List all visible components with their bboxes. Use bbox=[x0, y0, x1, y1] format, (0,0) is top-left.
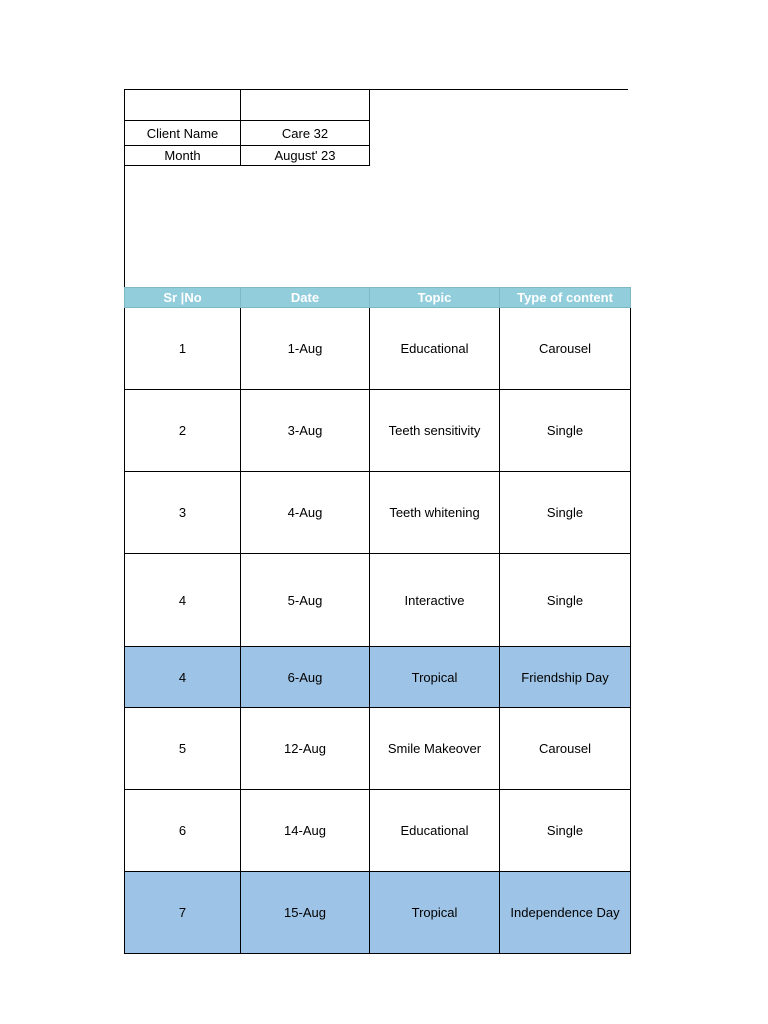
cell-type[interactable]: Carousel bbox=[500, 308, 631, 390]
left-border-line bbox=[124, 165, 125, 287]
table-row bbox=[125, 708, 631, 790]
month-label[interactable]: Month bbox=[125, 146, 241, 166]
table-row bbox=[125, 390, 631, 472]
cell-type[interactable]: Single bbox=[500, 790, 631, 872]
info-row-month bbox=[125, 146, 370, 166]
cell-sr[interactable]: 6 bbox=[125, 790, 241, 872]
cell-type[interactable]: Independence Day bbox=[500, 872, 631, 954]
client-name-label[interactable]: Client Name bbox=[125, 121, 241, 146]
cell-topic[interactable]: Tropical bbox=[370, 647, 500, 708]
cell-type[interactable]: Single bbox=[500, 390, 631, 472]
cell-topic[interactable]: Teeth whitening bbox=[370, 472, 500, 554]
cell-sr[interactable]: 4 bbox=[125, 647, 241, 708]
header-date[interactable]: Date bbox=[241, 288, 370, 308]
cell-type[interactable]: Single bbox=[500, 554, 631, 647]
header-topic[interactable]: Topic bbox=[370, 288, 500, 308]
header-type-of-content[interactable]: Type of content bbox=[500, 288, 631, 308]
cell-type[interactable]: Single bbox=[500, 472, 631, 554]
blank-value-cell[interactable] bbox=[241, 90, 370, 121]
cell-date[interactable]: 14-Aug bbox=[241, 790, 370, 872]
header-sr-no[interactable]: Sr |No bbox=[125, 288, 241, 308]
cell-date[interactable]: 6-Aug bbox=[241, 647, 370, 708]
header-row bbox=[125, 288, 631, 308]
cell-date[interactable]: 4-Aug bbox=[241, 472, 370, 554]
cell-date[interactable]: 15-Aug bbox=[241, 872, 370, 954]
cell-sr[interactable]: 2 bbox=[125, 390, 241, 472]
client-info-table bbox=[124, 89, 370, 166]
info-row-client bbox=[125, 121, 370, 146]
table-row bbox=[125, 308, 631, 390]
cell-topic[interactable]: Smile Makeover bbox=[370, 708, 500, 790]
cell-date[interactable]: 3-Aug bbox=[241, 390, 370, 472]
cell-type[interactable]: Friendship Day bbox=[500, 647, 631, 708]
info-row-blank bbox=[125, 90, 370, 121]
table-row bbox=[125, 554, 631, 647]
blank-label-cell[interactable] bbox=[125, 90, 241, 121]
cell-sr[interactable]: 4 bbox=[125, 554, 241, 647]
month-value[interactable]: August' 23 bbox=[241, 146, 370, 166]
cell-date[interactable]: 1-Aug bbox=[241, 308, 370, 390]
cell-topic[interactable]: Interactive bbox=[370, 554, 500, 647]
cell-sr[interactable]: 3 bbox=[125, 472, 241, 554]
cell-sr[interactable]: 5 bbox=[125, 708, 241, 790]
cell-date[interactable]: 12-Aug bbox=[241, 708, 370, 790]
table-row-highlighted bbox=[125, 872, 631, 954]
cell-topic[interactable]: Teeth sensitivity bbox=[370, 390, 500, 472]
table-row bbox=[125, 472, 631, 554]
cell-type[interactable]: Carousel bbox=[500, 708, 631, 790]
client-name-value[interactable]: Care 32 bbox=[241, 121, 370, 146]
content-calendar-table bbox=[124, 287, 631, 954]
table-row-highlighted bbox=[125, 647, 631, 708]
cell-topic[interactable]: Tropical bbox=[370, 872, 500, 954]
cell-sr[interactable]: 7 bbox=[125, 872, 241, 954]
cell-date[interactable]: 5-Aug bbox=[241, 554, 370, 647]
table-row bbox=[125, 790, 631, 872]
cell-topic[interactable]: Educational bbox=[370, 790, 500, 872]
cell-sr[interactable]: 1 bbox=[125, 308, 241, 390]
cell-topic[interactable]: Educational bbox=[370, 308, 500, 390]
